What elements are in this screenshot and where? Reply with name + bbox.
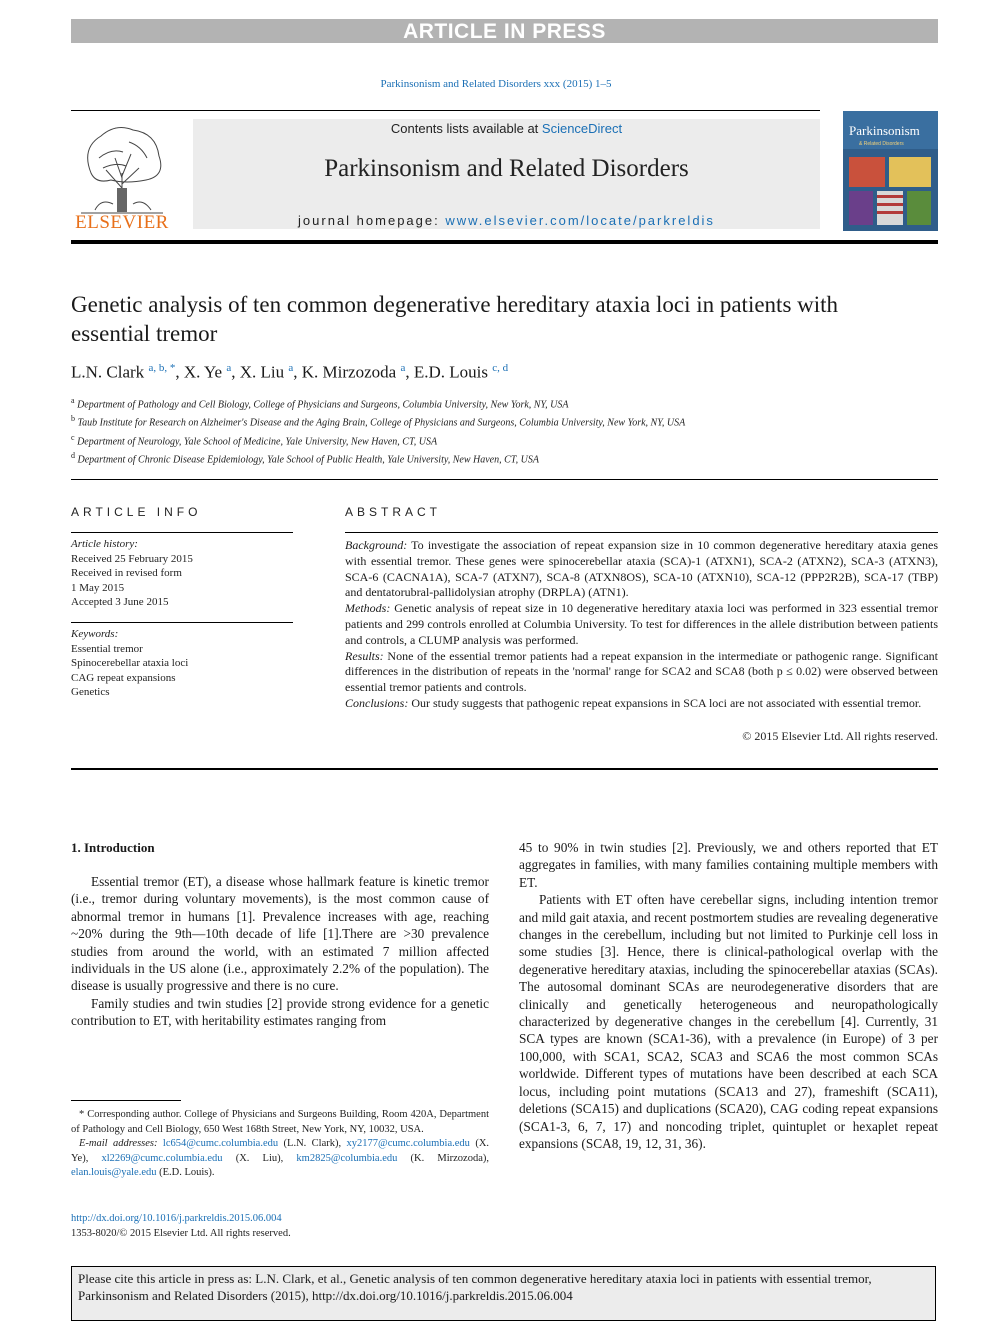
issn-line: 1353-8020/© 2015 Elsevier Ltd. All rights reserved. bbox=[71, 1228, 291, 1239]
body-paragraph: Essential tremor (ET), a disease whose hallmark feature is kinetic tremor (i.e., tremor during voluntary movements), is the most common cause of abnormal tremor in humans [1]. Prevalence increases with age, reaching ~20% during the 9th—10th decade of life [1].There are >30 prevalence studies from around the world, with an estimated 7 million affected individuals in the US alone (i.e., approximately 2.2% of the population). The disease is usually progressive and there is no cure. bbox=[71, 874, 489, 994]
body-column-left bbox=[71, 873, 489, 1030]
author-name: L.N. Clark bbox=[71, 362, 145, 382]
journal-name: Parkinsonism and Related Disorders bbox=[324, 155, 689, 182]
email-link[interactable]: lc654@cumc.columbia.edu bbox=[162, 1138, 279, 1149]
author-affiliation-sup[interactable]: a, b, * bbox=[148, 362, 176, 374]
email-owner: (E.D. Louis). bbox=[159, 1167, 215, 1178]
email-owner: (X. Ye), bbox=[71, 1138, 490, 1164]
intro-heading: 1. Introduction bbox=[71, 840, 155, 855]
abstract-text: None of the essential tremor patients had a repeat expansion in the intermediate or pathogenic range. Significant differences in the distribution of repeats in the 'normal' range for SCA2 and SCA8 (both p ≤ 0.02) were observed between essential tremor patients and controls. bbox=[345, 648, 938, 695]
history-item: Received in revised form bbox=[71, 567, 182, 579]
affiliation-item bbox=[71, 412, 771, 430]
abstract-text: Our study suggests that pathogenic repeat expansions in SCA loci are not associated with essential tremor. bbox=[408, 695, 922, 710]
header-rule-bottom bbox=[71, 240, 938, 244]
affiliation-sup: c bbox=[71, 432, 75, 442]
abstract-copyright: © 2015 Elsevier Ltd. All rights reserved. bbox=[742, 729, 938, 743]
history-item: Received 25 February 2015 bbox=[71, 552, 193, 565]
keyword-item: Spinocerebellar ataxia loci bbox=[71, 657, 189, 669]
author-name: X. Liu bbox=[239, 362, 285, 382]
keywords bbox=[71, 627, 291, 700]
author-affiliation-sup[interactable]: c, d bbox=[492, 362, 509, 374]
abstract-body bbox=[345, 538, 938, 712]
author-affiliation-sup[interactable]: a bbox=[400, 362, 406, 374]
abstract-label: Conclusions: bbox=[345, 695, 409, 710]
abstract-results bbox=[345, 649, 938, 696]
abstract-conclusions bbox=[345, 696, 938, 712]
article-title: Genetic analysis of ten common degenerative hereditary ataxia loci in patients with essential tremor bbox=[71, 292, 839, 346]
author-name: E.D. Louis bbox=[413, 362, 488, 382]
cover-title: Parkinsonism bbox=[849, 123, 920, 138]
keyword-item: Genetics bbox=[71, 686, 110, 698]
affiliation-text: Department of Pathology and Cell Biology, College of Physicians and Surgeons, Columbia University, New York, NY, USA bbox=[77, 399, 569, 411]
body-paragraph: Family studies and twin studies [2] provide strong evidence for a genetic contribution to ET, with heritability estimates ranging from bbox=[71, 995, 489, 1029]
keyword-item: Essential tremor bbox=[71, 642, 143, 655]
email-label: E-mail addresses: bbox=[79, 1138, 158, 1149]
journal-cover-image[interactable] bbox=[843, 111, 938, 231]
email-link[interactable]: xy2177@cumc.columbia.edu bbox=[346, 1138, 470, 1149]
abstract-text: To investigate the association of repeat expansion size in 10 common degenerative hereditary ataxia genes with essential tremor. These genes were spinocerebellar ataxia (SCA)-1 (ATXN1), SCA-2 (ATXN2), SCA-3 (ATXN3), SCA-6 (CACNA1A), SCA-7 (ATXN7), SCA-8 (ATXN8OS), SCA-10 (ATXN10), SCA-12 (PPP2R2B), SCA-17 (TBP) and dentatorubral-pallidolysian atrophy (DRPLA) (ATN1). bbox=[345, 538, 938, 600]
header-rule-top bbox=[71, 110, 820, 111]
body-paragraph: 45 to 90% in twin studies [2]. Previously, we and others reported that ET aggregates in families, with many families containing multiple members with ET. bbox=[519, 840, 938, 890]
affiliation-text: Department of Chronic Disease Epidemiology, Yale School of Public Health, Yale University, New Haven, CT, USA bbox=[77, 454, 539, 466]
email-link[interactable]: elan.louis@yale.edu bbox=[71, 1167, 157, 1178]
author-affiliation-sup[interactable]: a bbox=[288, 362, 294, 374]
sciencedirect-link[interactable]: ScienceDirect bbox=[541, 121, 623, 136]
contents-line bbox=[193, 121, 820, 136]
email-owner: (X. Liu), bbox=[235, 1152, 284, 1164]
doi-link[interactable]: http://dx.doi.org/10.1016/j.parkreldis.2015.06.004 bbox=[71, 1213, 282, 1224]
abstract-text: Genetic analysis of repeat size in 10 degenerative hereditary ataxia loci was performed in 323 essential tremor patients and 299 controls enrolled at Columbia University. To test for differences in the allele distribution between patients and controls, a CLUMP analysis was performed. bbox=[345, 601, 938, 647]
article-in-press-banner: ARTICLE IN PRESS bbox=[71, 19, 938, 43]
email-link[interactable]: xl2269@cumc.columbia.edu bbox=[101, 1152, 223, 1164]
affiliation-text: Department of Neurology, Yale School of Medicine, Yale University, New Haven, CT, USA bbox=[77, 435, 438, 447]
doi-block bbox=[71, 1211, 489, 1241]
affiliation-sup: b bbox=[71, 414, 75, 424]
homepage-prefix: journal homepage: bbox=[298, 213, 446, 228]
keywords-rule bbox=[71, 622, 293, 623]
affiliation-sup: a bbox=[71, 396, 75, 405]
article-info-rule bbox=[71, 532, 293, 533]
affiliation-item bbox=[71, 431, 771, 449]
footnotes bbox=[71, 1108, 489, 1181]
affiliations bbox=[71, 394, 771, 467]
journal-citation-link[interactable]: Parkinsonism and Related Disorders xxx (2015) 1–5 bbox=[380, 78, 612, 90]
author-list: L.N. Clark $^{a, b, *}$, X. Ye $^a$, X. Liu $^a$, K. Mirzozoda $^a$, E.D. Louis $^{c, d}$ bbox=[71, 362, 509, 382]
history-label: Article history: bbox=[71, 538, 138, 550]
email-owner: (K. Mirzozoda), bbox=[410, 1152, 489, 1164]
affiliation-sup: d bbox=[71, 450, 75, 460]
section-rule bbox=[71, 768, 938, 770]
affiliation-item bbox=[71, 394, 771, 412]
author-name: K. Mirzozoda bbox=[301, 362, 397, 382]
abstract-rule bbox=[345, 532, 938, 533]
article-history bbox=[71, 537, 291, 610]
section-rule bbox=[71, 479, 938, 480]
affiliation-item bbox=[71, 449, 771, 467]
abstract-background bbox=[345, 538, 938, 601]
abstract-label: Methods: bbox=[345, 601, 391, 616]
cover-subtitle: & Related Disorders bbox=[859, 141, 904, 147]
contents-prefix: Contents lists available at bbox=[390, 121, 542, 136]
abstract-label: Results: bbox=[345, 648, 384, 663]
author-affiliation-sup[interactable]: a bbox=[226, 362, 232, 374]
abstract-label: Background: bbox=[345, 538, 408, 552]
footnote-rule bbox=[71, 1100, 181, 1101]
keyword-item: CAG repeat expansions bbox=[71, 671, 176, 684]
email-owner: (L.N. Clark), bbox=[283, 1138, 342, 1149]
email-addresses bbox=[71, 1137, 489, 1181]
abstract-methods bbox=[345, 601, 938, 648]
homepage-link[interactable]: www.elsevier.com/locate/parkreldis bbox=[445, 213, 715, 228]
body-paragraph: Patients with ET often have cerebellar signs, including intention tremor and mild gait ataxia, and recent postmortem studies are revealing degenerative changes in the cerebellum, including but not limited to Purkinje cell loss in some studies [3]. Hence, there is clinical-pathological overlap with the degenerative hereditary ataxias, including the spinocerebellar ataxias (SCAs). The autosomal dominant SCAs are neurodegenerative disorders that are clinically and genetically heterogeneous and neuropathologically characterized by degenerative changes in the cerebellum [4]. Currently, 31 SCA types are known (SCA1-36), with a prevalence (in Europe) of 3 per 100,000, with SCA1, SCA2, SCA3 and SCA6 the most common SCAs worldwide. Different types of mutations have been described at each SCA locus, including point mutations (SCA13 and 27), frameshift (SCA11), deletions (SCA15) and duplications (SCA20), CAG coding repeat expansions (SCA1-3, 6, 7, 17) and noncoding triplet, quintuplet or hexaplet repeat expansions (SCA8, 19, 12, 31, 36). bbox=[519, 892, 938, 1151]
cite-this-article-box: Please cite this article in press as: L.N. Clark, et al., Genetic analysis of ten common degenerative hereditary ataxia loci in patients with essential tremor, Parkinsonism and Related Disorders (2015), http://dx.doi.org/10.1016/j.parkreldis.2015.06.004 bbox=[71, 1266, 936, 1321]
article-info-heading: ARTICLE INFO bbox=[71, 505, 202, 519]
elsevier-wordmark: ELSEVIER bbox=[75, 212, 169, 233]
affiliation-text: Taub Institute for Research on Alzheimer's Disease and the Aging Brain, College of Physicians and Surgeons, Columbia University, New York, NY, USA bbox=[77, 417, 686, 429]
body-column-right bbox=[519, 839, 938, 1152]
keywords-label: Keywords: bbox=[71, 628, 119, 640]
corresponding-author-note: * Corresponding author. College of Physicians and Surgeons Building, Room 420A, Department of Pathology and Cell Biology, 650 West 168th Street, New York, NY, 10032, USA. bbox=[71, 1109, 489, 1135]
author-name: X. Ye bbox=[183, 362, 223, 382]
history-item: 1 May 2015 bbox=[71, 581, 125, 594]
history-item: Accepted 3 June 2015 bbox=[71, 596, 169, 608]
abstract-heading: ABSTRACT bbox=[345, 505, 442, 519]
homepage-line bbox=[193, 213, 820, 228]
email-link[interactable]: km2825@columbia.edu bbox=[296, 1152, 398, 1164]
